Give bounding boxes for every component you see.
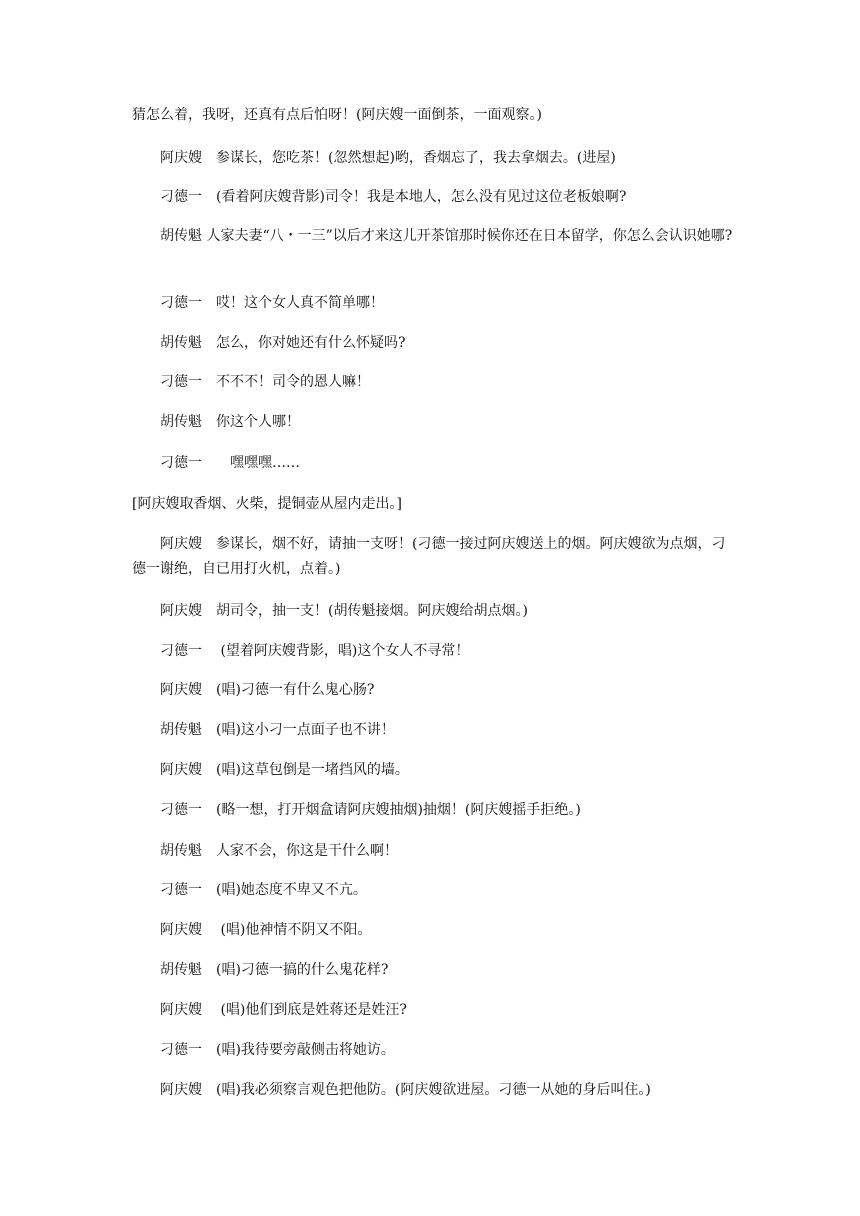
script-line-22: 刁德一 (唱)我待要旁敲侧击将她访。 xyxy=(160,1042,395,1058)
script-line-4: 胡传魁 人家夫妻“八・一三”以后才来这儿开茶馆那时候你还在日本留学，你怎么会认识她哪? xyxy=(160,228,733,244)
script-line-6: 胡传魁 怎么，你对她还有什么怀疑吗? xyxy=(160,335,406,351)
script-line-19: 阿庆嫂 (唱)他神情不阴又不阳。 xyxy=(160,922,372,938)
script-line-14: 胡传魁 (唱)这小刁一点面子也不讲！ xyxy=(160,722,395,738)
script-line-12: 刁德一 (望着阿庆嫂背影，唱)这个女人不寻常！ xyxy=(160,643,470,659)
script-line-16: 刁德一 (略一想，打开烟盒请阿庆嫂抽烟)抽烟！(阿庆嫂摇手拒绝。) xyxy=(160,802,581,818)
script-line-3: 刁德一 (看着阿庆嫂背影)司令！我是本地人，怎么没有见过这位老板娘啊? xyxy=(160,189,627,205)
script-line-2: 阿庆嫂 参谋长，您吃茶！(忽然想起)哟，香烟忘了，我去拿烟去。(进屋) xyxy=(160,150,616,166)
script-line-5: 刁德一 哎！这个女人真不简单哪！ xyxy=(160,295,384,311)
script-line-10: 阿庆嫂 参谋长，烟不好，请抽一支呀！(刁德一接过阿庆嫂送上的烟。阿庆嫂欲为点烟，刁德一谢绝，自已用打火机，点着。) xyxy=(132,536,726,577)
script-line-17: 胡传魁 人家不会，你这是干什么啊！ xyxy=(160,843,398,859)
script-line-20: 胡传魁 (唱)刁德一搞的什么鬼花样? xyxy=(160,962,389,978)
script-line-21: 阿庆嫂 (唱)他们到底是姓蒋还是姓汪? xyxy=(160,1002,407,1018)
script-line-13: 阿庆嫂 (唱)刁德一有什么鬼心肠? xyxy=(160,682,375,698)
script-line-7: 刁德一 不不不！司令的恩人嘛！ xyxy=(160,374,370,390)
script-line-18: 刁德一 (唱)她态度不卑又不亢。 xyxy=(160,882,367,898)
script-line-15: 阿庆嫂 (唱)这草包倒是一堵挡风的墙。 xyxy=(160,762,409,778)
stage-direction: [阿庆嫂取香烟、火柴，提铜壶从屋内走出。] xyxy=(132,496,402,512)
script-line-23: 阿庆嫂 (唱)我必须察言观色把他防。(阿庆嫂欲进屋。刁德一从她的身后叫住。) xyxy=(160,1082,651,1098)
script-line-1: 猜怎么着，我呀，还真有点后怕呀！(阿庆嫂一面倒茶，一面观察。) xyxy=(132,107,542,123)
script-line-8: 胡传魁 你这个人哪！ xyxy=(160,414,300,430)
script-line-11: 阿庆嫂 胡司令，抽一支！(胡传魁接烟。阿庆嫂给胡点烟。) xyxy=(160,603,528,619)
script-line-9: 刁德一 嘿嘿嘿…… xyxy=(160,455,300,471)
